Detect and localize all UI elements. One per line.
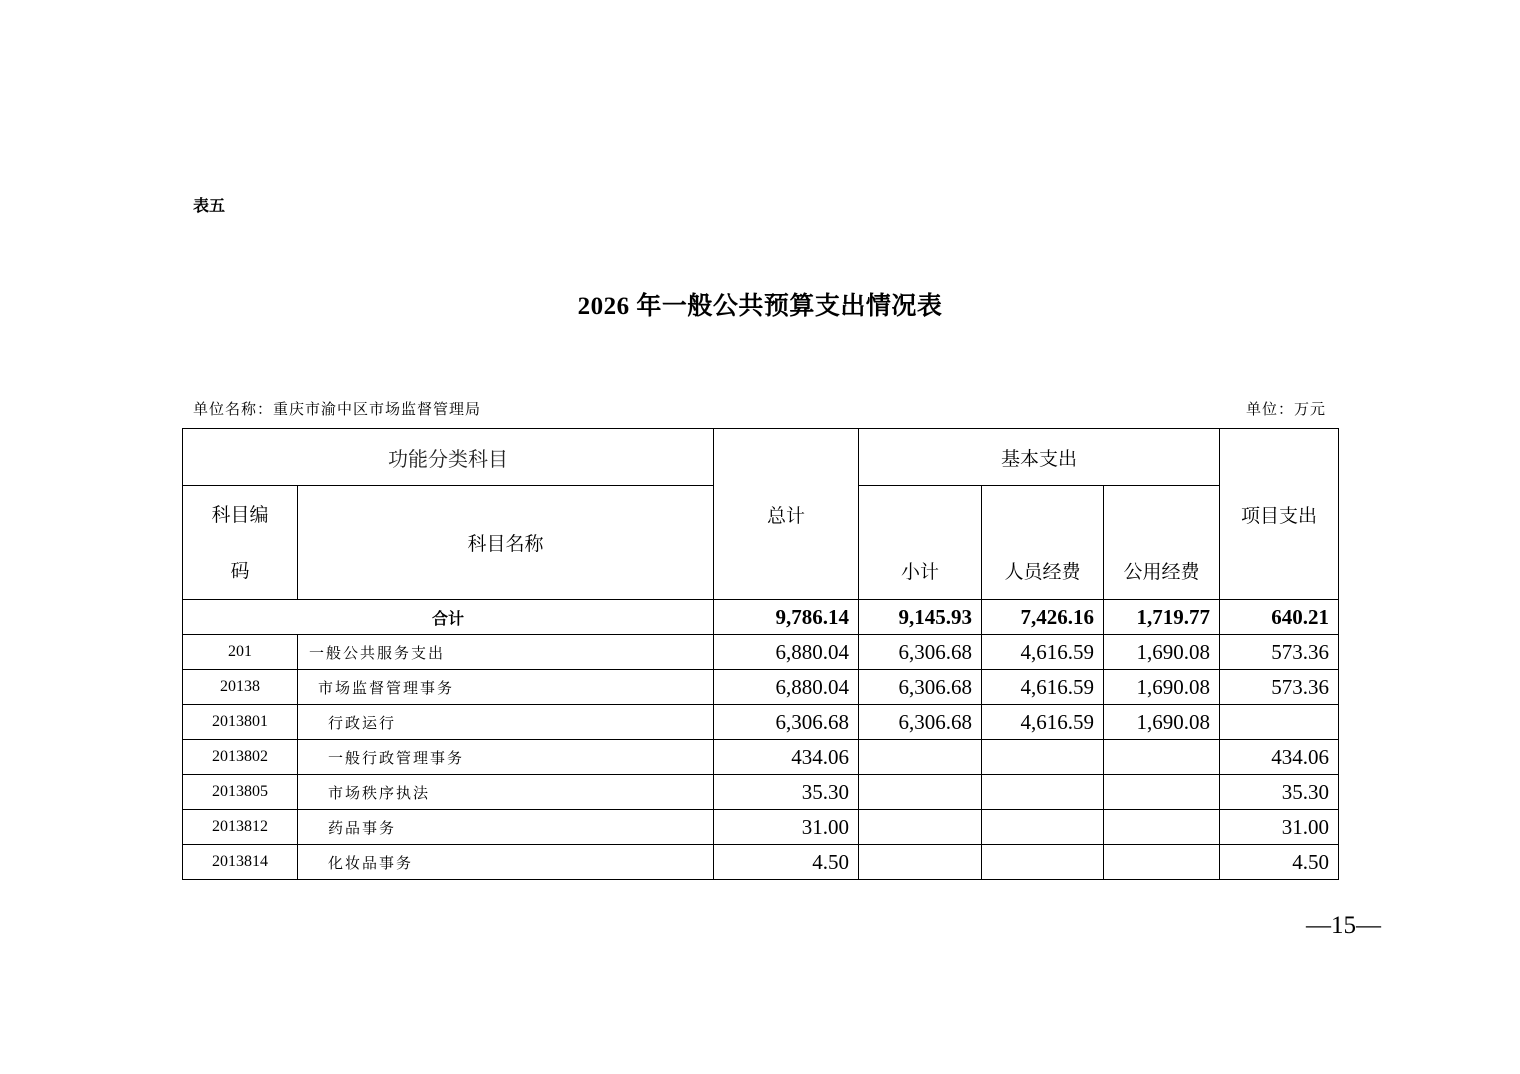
row-project: 31.00 xyxy=(1220,810,1339,845)
row-total: 35.30 xyxy=(714,775,859,810)
row-public xyxy=(1104,775,1220,810)
header-subject-name: 科目名称 xyxy=(298,486,714,600)
header-public: 公用经费 xyxy=(1104,486,1220,600)
row-total: 6,306.68 xyxy=(714,705,859,740)
table-row xyxy=(183,635,1339,670)
header-basic-expenditure: 基本支出 xyxy=(859,429,1220,486)
header-functional-category: 功能分类科目 xyxy=(183,429,714,486)
row-subtotal xyxy=(859,775,982,810)
row-name: 化妆品事务 xyxy=(298,845,714,880)
total-label: 合计 xyxy=(183,600,714,635)
row-public xyxy=(1104,740,1220,775)
row-total: 6,880.04 xyxy=(714,635,859,670)
row-total: 31.00 xyxy=(714,810,859,845)
row-total: 6,880.04 xyxy=(714,670,859,705)
row-project: 35.30 xyxy=(1220,775,1339,810)
row-subtotal: 6,306.68 xyxy=(859,635,982,670)
row-code: 2013805 xyxy=(183,775,298,810)
row-name: 一般公共服务支出 xyxy=(298,635,714,670)
header-row-1 xyxy=(183,429,1339,486)
row-personnel: 4,616.59 xyxy=(982,635,1104,670)
row-public xyxy=(1104,810,1220,845)
row-subtotal xyxy=(859,845,982,880)
row-code: 2013812 xyxy=(183,810,298,845)
unit-name: 单位名称：重庆市渝中区市场监督管理局 xyxy=(193,402,482,418)
row-subtotal xyxy=(859,740,982,775)
row-project xyxy=(1220,705,1339,740)
table-row xyxy=(183,670,1339,705)
header-subject-code: 科目编码 xyxy=(183,486,298,600)
row-personnel xyxy=(982,740,1104,775)
table-row xyxy=(183,705,1339,740)
row-name: 一般行政管理事务 xyxy=(298,740,714,775)
row-code: 201 xyxy=(183,635,298,670)
table-row xyxy=(183,810,1339,845)
row-public: 1,690.08 xyxy=(1104,635,1220,670)
table-row xyxy=(183,845,1339,880)
row-project: 573.36 xyxy=(1220,635,1339,670)
row-personnel xyxy=(982,775,1104,810)
header-personnel: 人员经费 xyxy=(982,486,1104,600)
row-public: 1,690.08 xyxy=(1104,670,1220,705)
row-name: 市场秩序执法 xyxy=(298,775,714,810)
total-public-cell: 1,719.77 xyxy=(1104,600,1220,635)
row-subtotal xyxy=(859,810,982,845)
row-total: 434.06 xyxy=(714,740,859,775)
row-personnel: 4,616.59 xyxy=(982,705,1104,740)
row-personnel xyxy=(982,810,1104,845)
row-public xyxy=(1104,845,1220,880)
unit-label: 单位：万元 xyxy=(1245,402,1326,418)
row-name: 药品事务 xyxy=(298,810,714,845)
total-personnel-cell: 7,426.16 xyxy=(982,600,1104,635)
header-total: 总计 xyxy=(714,429,859,600)
budget-table xyxy=(182,428,1339,880)
page-number: —15— xyxy=(1306,912,1381,939)
row-code: 20138 xyxy=(183,670,298,705)
row-code: 2013814 xyxy=(183,845,298,880)
header-subtotal: 小计 xyxy=(859,486,982,600)
header-project-expenditure: 项目支出 xyxy=(1220,429,1339,600)
row-name: 行政运行 xyxy=(298,705,714,740)
row-personnel xyxy=(982,845,1104,880)
table-row xyxy=(183,740,1339,775)
row-public: 1,690.08 xyxy=(1104,705,1220,740)
row-project: 434.06 xyxy=(1220,740,1339,775)
row-code: 2013801 xyxy=(183,705,298,740)
total-subtotal-cell: 9,145.93 xyxy=(859,600,982,635)
row-total: 4.50 xyxy=(714,845,859,880)
page-title: 2026 年一般公共预算支出情况表 xyxy=(577,293,943,320)
table-label: 表五 xyxy=(193,196,226,215)
row-project: 4.50 xyxy=(1220,845,1339,880)
row-code: 2013802 xyxy=(183,740,298,775)
total-project-cell: 640.21 xyxy=(1220,600,1339,635)
row-project: 573.36 xyxy=(1220,670,1339,705)
row-subtotal: 6,306.68 xyxy=(859,670,982,705)
total-row xyxy=(183,600,1339,635)
total-cell: 9,786.14 xyxy=(714,600,859,635)
row-name: 市场监督管理事务 xyxy=(298,670,714,705)
table-row xyxy=(183,775,1339,810)
row-subtotal: 6,306.68 xyxy=(859,705,982,740)
row-personnel: 4,616.59 xyxy=(982,670,1104,705)
